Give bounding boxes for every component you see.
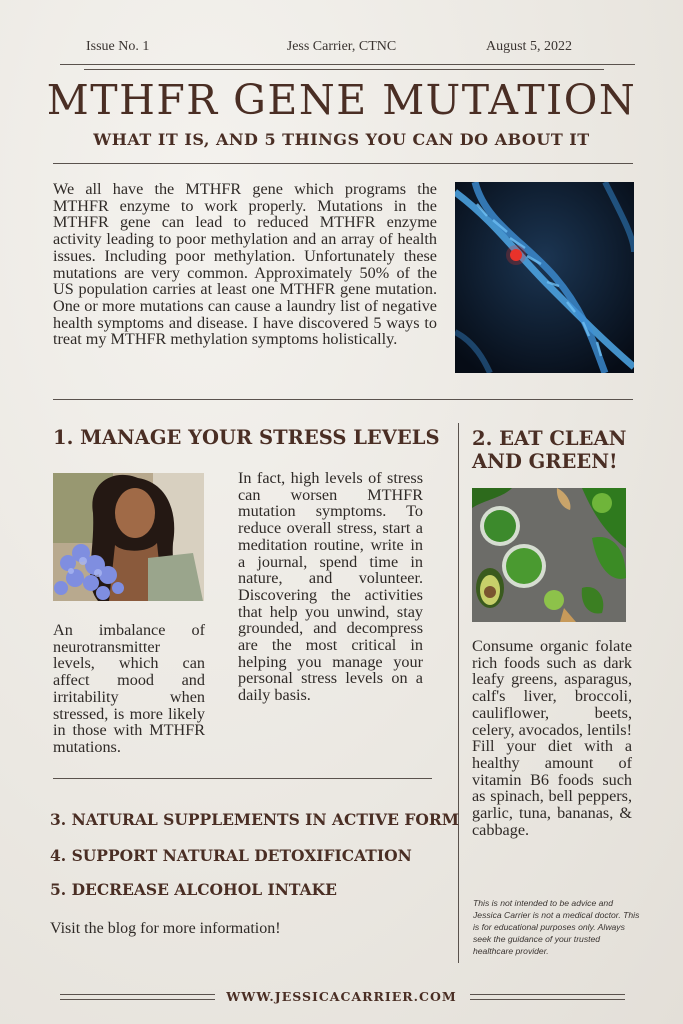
section1-bottom-rule <box>53 778 432 779</box>
section1-heading: 1. MANAGE YOUR STRESS LEVELS <box>53 426 440 449</box>
author-name: Jess Carrier, CTNC <box>286 39 397 54</box>
section1-right-text: In fact, high levels of stress can worsen MTHFR mutation symptoms. To reduce overall stress, start a meditation routine, write in a journal, spend time in nature, and volunteer. Discovering the activities that help you unwind, stay grounded, and decompress are the most critical in helping you manage your personal stress levels on a daily basis. <box>238 469 423 705</box>
section2-text: Consume organic folate rich foods such as dark leafy greens, asparagus, calf's liver, broccoli, cauliflower, beets, celery, avocados, lentils! Fill your diet with a healthy amount of vitamin B6 foods such as spinach, bell peppers, garlic, tuna, bananas, & cabbage. <box>472 637 632 839</box>
intro-paragraph: We all have the MTHFR gene which programs the MTHFR enzyme to work properly. Mutations in the MTHFR gene can lead to reduced MTHFR enzyme activity leading to poor methylation and an array of health issues. Including poor methylation. Unfortunately these mutations are very common. Approximately 50% of the US population carries at least one MTHFR gene mutation. One or more mutations can cause a laundry list of negative health symptoms and disease. I have discovered 5 ways to treat my MTHFR methylation symptoms holistically. <box>53 180 437 349</box>
footer-rule-right-top <box>470 994 625 995</box>
green-foods-image <box>472 488 626 622</box>
section2-heading-line1: 2. EAT CLEAN <box>472 427 627 450</box>
section2-heading <box>472 427 626 473</box>
issue-date: August 5, 2022 <box>486 39 572 54</box>
woman-with-flowers-image <box>53 473 204 601</box>
section3-heading: 3. NATURAL SUPPLEMENTS IN ACTIVE FORM <box>50 810 459 829</box>
section2-heading-line2: AND GREEN! <box>472 450 618 473</box>
header-rule-top <box>60 64 635 65</box>
page-subtitle: WHAT IT IS, AND 5 THINGS YOU CAN DO ABOUT IT <box>93 130 590 149</box>
disclaimer-text: This is not intended to be advice and Jessica Carrier is not a medical doctor. This is for educational purposes only. Always seek the guidance of your trusted healthcare provider. <box>473 898 640 956</box>
section1-left-text: An imbalance of neurotransmitter levels, which can affect mood and irritability when stressed, is more likely in those with MTHFR mutations. <box>53 621 205 756</box>
blog-note: Visit the blog for more information! <box>50 920 281 937</box>
title-rule <box>53 163 633 164</box>
dna-helix-image <box>455 182 634 373</box>
intro-rule <box>53 399 633 400</box>
footer-rule-right-bottom <box>470 999 625 1000</box>
issue-number: Issue No. 1 <box>86 39 150 54</box>
page-title: MTHFR GENE MUTATION <box>46 76 637 124</box>
section5-heading: 5. DECREASE ALCOHOL INTAKE <box>50 880 337 899</box>
footer-website[interactable]: WWW.JESSICACARRIER.COM <box>226 989 457 1004</box>
section4-heading: 4. SUPPORT NATURAL DETOXIFICATION <box>50 846 412 865</box>
header-rule-inner <box>84 69 604 70</box>
column-divider <box>458 423 459 963</box>
